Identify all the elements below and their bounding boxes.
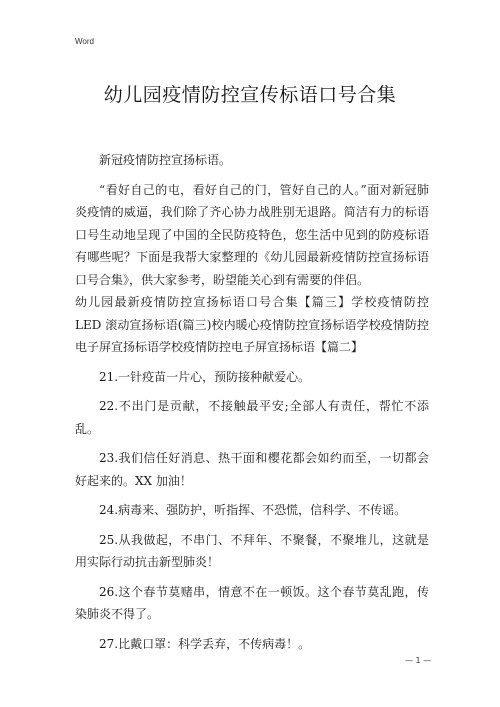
document-title: 幼儿园疫情防控宣传标语口号合集	[103, 84, 397, 106]
slogan-item-21: 21.一针疫苗一片心，预防接种献爱心。	[99, 369, 311, 384]
slogan-item-24: 24.病毒来、强防护，听指挥、不恐慌，信科学、不传谣。	[99, 503, 407, 517]
slogan-item-26: 26.这个春节莫赌串，情意不在一顿饭。这个春节莫乱跑，传染肺炎不得了。	[75, 584, 429, 621]
header-app-label: Word	[75, 37, 94, 46]
paragraph-intro: 新冠疫情防控宣扬标语。	[99, 153, 232, 167]
paragraph-overview: “看好自己的屯，看好自己的门，管好自己的人。”面对新冠肺炎疫情的威逼，我们除了齐心协力战胜别无退路。简洁有力的标语口号生动地呈现了中国的全民防疫特色，您生活中见到的防疫标语有哪些呢？下面是我帮大家整理的《幼儿园最新疫情防控宣扬标语口号合集》，供大家参考，盼望能关心到有需要的伴侣。	[75, 182, 429, 287]
slogan-item-25: 25.从我做起，不串门、不拜年、不聚餐，不聚堆儿，这就是用实际行动抗击新型肺炎！	[75, 532, 429, 569]
slogan-item-23: 23.我们信任好消息、热干面和樱花都会如约而至，一切都会好起来的。XX 加油！	[75, 451, 429, 488]
paragraph-collection-title: 幼儿园最新疫情防控宣扬标语口号合集【篇三】学校疫情防控 LED 滚动宣扬标语(篇三)校内暖心疫情防控宣扬标语学校疫情防控电子屏宣扬标语学校疫情防控电子屏宣扬标语【篇二】	[75, 295, 429, 354]
slogan-item-22: 22.不出门是贡献，不接触最平安;全部人有责任，帮忙不添乱。	[75, 399, 429, 436]
footer-page-number: — 1 —	[405, 656, 432, 665]
document-body	[75, 149, 429, 655]
slogan-item-27: 27.比戴口罩：科学丢弃，不传病毒！。	[99, 636, 311, 651]
